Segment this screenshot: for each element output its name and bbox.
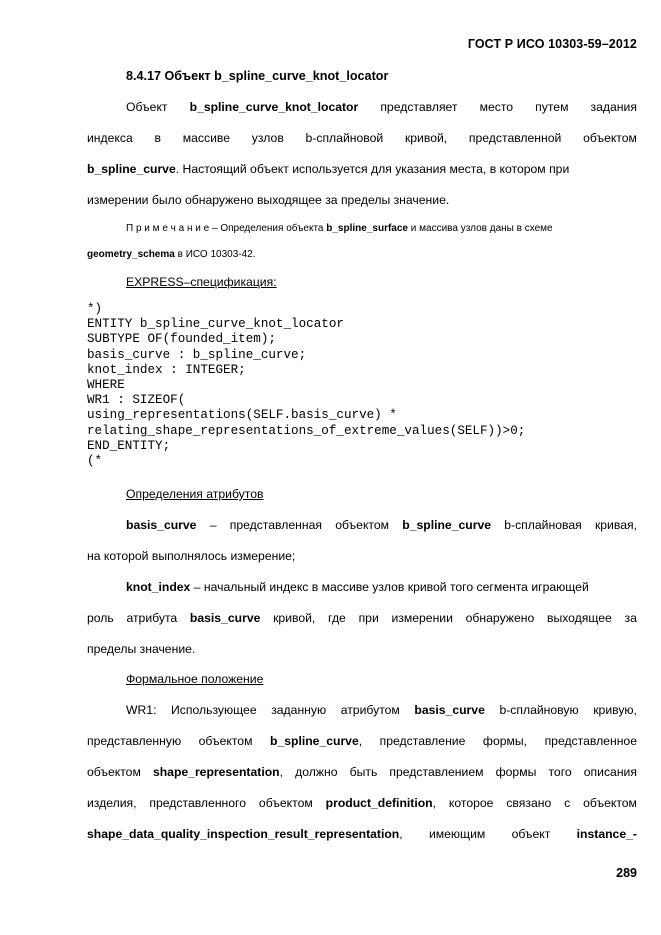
attribute-term: basis_curve	[126, 518, 197, 532]
document-header: ГОСТ Р ИСО 10303-59–2012	[467, 37, 637, 51]
wr1-line-4: изделия, представленного объектом product_definition, которое связано с объектом	[87, 796, 637, 810]
wr1-line-5: shape_data_quality_inspection_result_representation, имеющим объект instance_-	[87, 827, 637, 841]
wr1-line-2: представленную объектом b_spline_curve, представление формы, представленное	[87, 734, 637, 748]
knot-index-line-1: knot_index – начальный индекс в массиве узлов кривой того сегмента играющей	[126, 580, 589, 594]
wr1-line-3: объектом shape_representation, должно быть представлением формы того описания	[87, 765, 637, 779]
basis-curve-line-1: basis_curve – представленная объектом b_spline_curve b-сплайновая кривая,	[126, 518, 637, 532]
knot-index-line-3: пределы значение.	[87, 642, 196, 656]
intro-line-3: b_spline_curve. Настоящий объект используется для указания места, в котором при	[87, 162, 570, 176]
entity-term: b_spline_curve_knot_locator	[189, 100, 359, 114]
formal-heading: Формальное положение	[126, 672, 264, 686]
attribute-term: knot_index	[126, 580, 191, 594]
basis-curve-line-2: на которой выполнялось измерение;	[87, 549, 296, 563]
intro-line-4: измерении было обнаружено выходящее за пределы значение.	[87, 193, 450, 207]
note-line-1: П р и м е ч а н и е – Определения объекта b_spline_surface и массива узлов даны в схеме	[126, 223, 553, 234]
intro-line-2: индекса в массиве узлов b-сплайновой кривой, представленной объектом	[87, 131, 637, 145]
page-number: 289	[616, 866, 637, 880]
intro-line-1: Объект b_spline_curve_knot_locator представляет место путем задания	[126, 100, 637, 114]
section-title: 8.4.17 Объект b_spline_curve_knot_locator	[126, 69, 389, 83]
note-line-2: geometry_schema в ИСО 10303-42.	[87, 249, 256, 260]
note-label: П р и м е ч а н и е	[126, 223, 210, 234]
express-code-block: *) ENTITY b_spline_curve_knot_locator SUBTYPE OF(founded_item); basis_curve : b_spline_curve; knot_index : INTEGER; WHERE WR1 : SIZEOF( using_representations(SELF.basis_curve) * relating_shape_representations_of_extreme_values(SELF))>0; END_ENTITY; (*	[87, 302, 526, 469]
express-heading: EXPRESS–спецификация:	[126, 275, 277, 289]
wr1-line-1: WR1: Использующее заданную атрибутом basis_curve b-сплайновую кривую,	[126, 703, 637, 717]
knot-index-line-2: роль атрибута basis_curve кривой, где при измерении обнаружено выходящее за	[87, 611, 637, 625]
attributes-heading: Определения атрибутов	[126, 487, 264, 501]
